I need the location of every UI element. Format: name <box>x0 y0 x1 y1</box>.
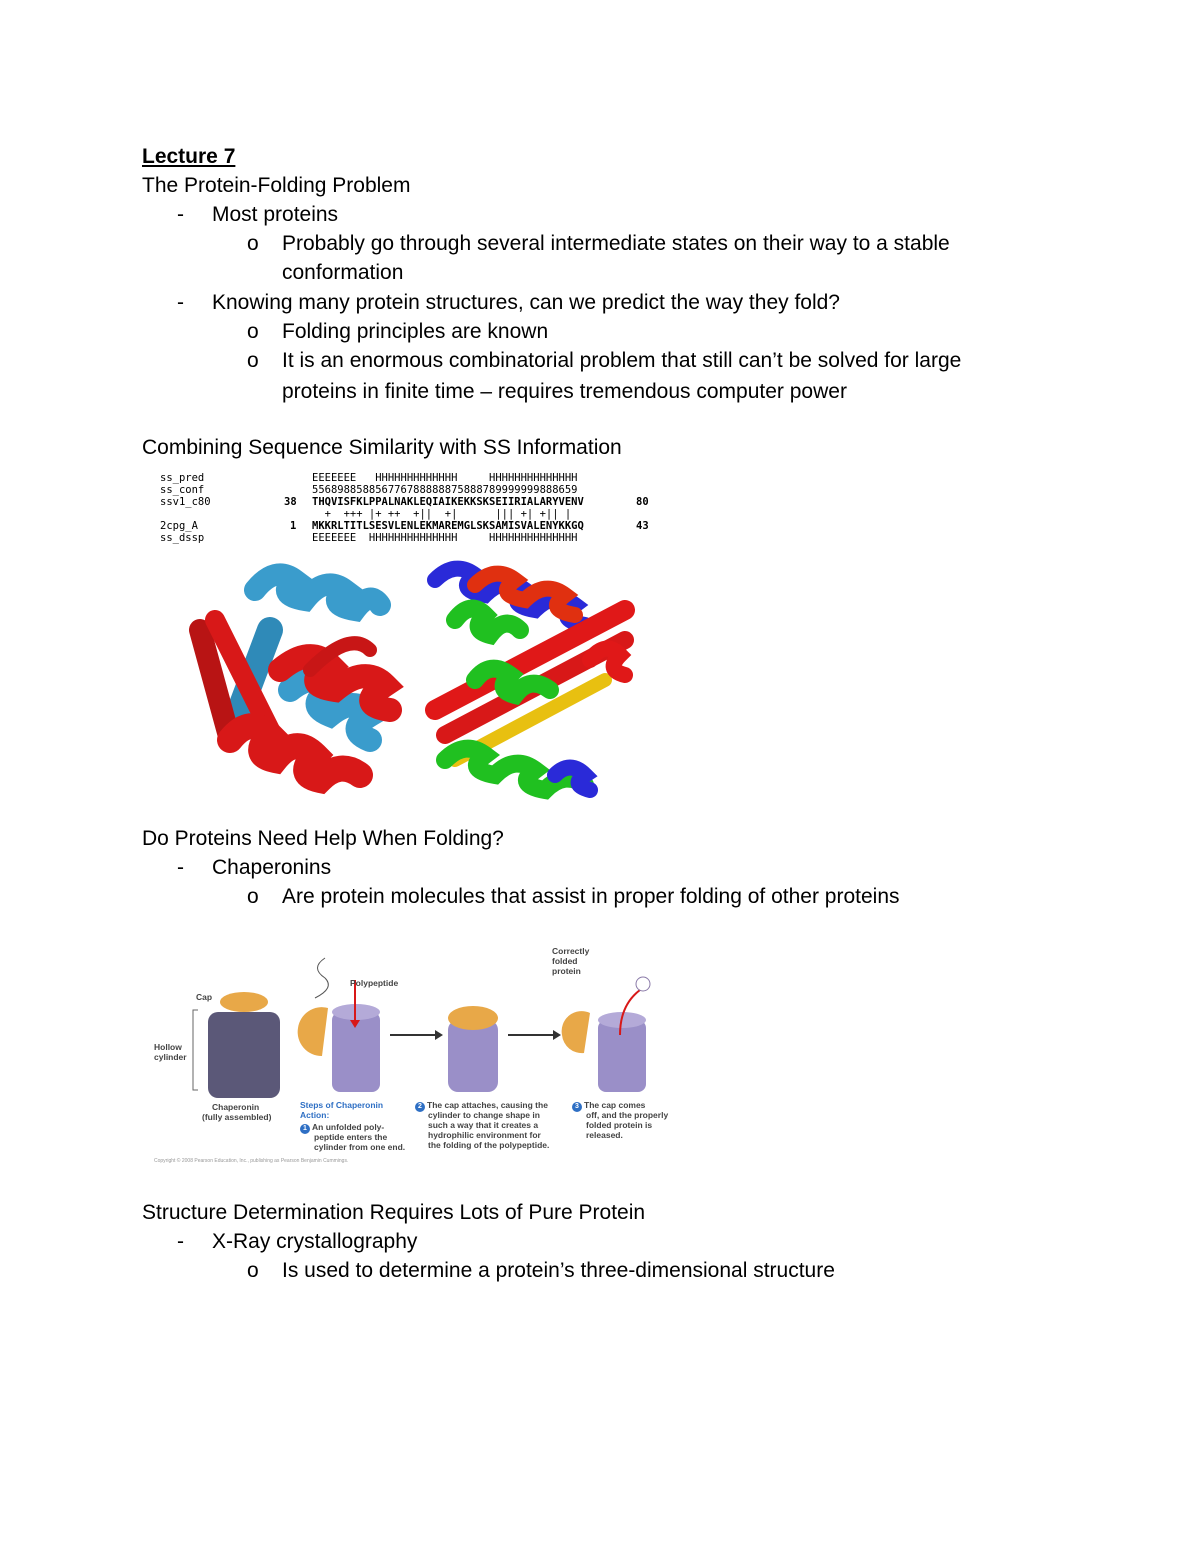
bullet-dash: - <box>177 856 184 879</box>
label-polypeptide: Polypeptide <box>350 978 399 988</box>
sub-bullet-circle: o <box>247 885 259 908</box>
alignment-label: ss_pred <box>160 472 205 484</box>
step3-text: The cap comes <box>584 1100 646 1110</box>
step2-text: hydrophilic environment for <box>428 1130 541 1140</box>
step3-text: off, and the properly <box>586 1110 669 1120</box>
figure-copyright: Copyright © 2008 Pearson Education, Inc., publishing as Pearson Benjamin Cummings. <box>154 1158 349 1164</box>
section-title-structure: Structure Determination Requires Lots of Pure Protein <box>142 1201 646 1224</box>
step1-text: An unfolded poly- <box>312 1122 385 1132</box>
sub-bullet-circle: o <box>247 349 259 372</box>
alignment-start: 38 <box>284 496 297 508</box>
alignment-row-dssp: EEEEEEE HHHHHHHHHHHHHH HHHHHHHHHHHHHH <box>312 532 578 544</box>
step2-text: the folding of the polypeptide. <box>428 1140 550 1150</box>
alignment-row-template: MKKRLTITLSESVLENLEKMAREMGLSKSAMISVALENYKKGQ <box>312 520 584 532</box>
alignment-row-query: THQVISFKLPPALNAKLEQIAIKEKKSKSEIIRIALARYVENV <box>312 496 584 508</box>
alignment-row-match: + +++ |+ ++ +|| +| ||| +| +|| | <box>312 508 572 520</box>
sub-bullet-text: It is an enormous combinatorial problem that still can’t be solved for large <box>282 349 962 372</box>
sub-bullet-text-cont: proteins in finite time – requires tremendous computer power <box>282 380 847 403</box>
label-fully-assembled: (fully assembled) <box>202 1112 272 1122</box>
step3-text: released. <box>586 1130 623 1140</box>
label-cap: Cap <box>196 992 213 1002</box>
alignment-row-pred: EEEEEEE HHHHHHHHHHHHH HHHHHHHHHHHHHH <box>312 472 578 484</box>
sub-bullet-circle: o <box>247 232 259 255</box>
alignment-label: ss_dssp <box>160 532 205 544</box>
label-cylinder: cylinder <box>154 1052 187 1062</box>
section-title-ss: Combining Sequence Similarity with SS Information <box>142 436 622 459</box>
chaperonin-figure <box>150 940 690 1170</box>
label-hollow: Hollow <box>154 1042 182 1052</box>
label-folded: folded <box>552 956 578 966</box>
sub-bullet-text-cont: conformation <box>282 261 404 284</box>
label-action: Action: <box>300 1110 330 1120</box>
bullet-chaperonins: Chaperonins <box>212 856 332 879</box>
step-number: 3 <box>572 1102 582 1112</box>
step-number: 1 <box>300 1124 310 1134</box>
alignment-row-conf: 556898858856776788888875888789999999888659 <box>312 484 578 496</box>
label-correctly: Correctly <box>552 946 590 956</box>
lecture-heading: Lecture 7 <box>142 145 236 168</box>
alignment-label: ss_conf <box>160 484 205 496</box>
step2-text: The cap attaches, causing the <box>427 1100 548 1110</box>
sub-bullet-text: Are protein molecules that assist in proper folding of other proteins <box>282 885 900 908</box>
bullet-dash: - <box>177 291 184 314</box>
alignment-start: 1 <box>290 520 297 532</box>
sub-bullet-text: Probably go through several intermediate states on their way to a stable <box>282 232 950 255</box>
step2-text: cylinder to change shape in <box>428 1110 540 1120</box>
bullet-dash: - <box>177 1230 184 1253</box>
alignment-label: ssv1_c80 <box>160 496 211 508</box>
sub-bullet-circle: o <box>247 320 259 343</box>
protein-structure-rainbow-image <box>415 560 645 815</box>
step3-text: folded protein is <box>586 1120 653 1130</box>
bullet-most-proteins: Most proteins <box>212 203 339 226</box>
alignment-label: 2cpg_A <box>160 520 198 532</box>
sub-bullet-text: Is used to determine a protein’s three-dimensional structure <box>282 1259 835 1282</box>
section-title-folding: The Protein-Folding Problem <box>142 174 411 197</box>
label-chaperonin: Chaperonin <box>212 1102 260 1112</box>
protein-structure-red-blue-image <box>160 560 410 815</box>
step1-text: peptide enters the <box>314 1132 388 1142</box>
sub-bullet-circle: o <box>247 1259 259 1282</box>
sequence-alignment <box>160 472 660 550</box>
alignment-end: 43 <box>636 520 649 532</box>
step2-text: such a way that it creates a <box>428 1120 539 1130</box>
label-protein: protein <box>552 966 581 976</box>
step1-text: cylinder from one end. <box>314 1142 406 1152</box>
section-title-help: Do Proteins Need Help When Folding? <box>142 827 504 850</box>
alignment-end: 80 <box>636 496 649 508</box>
bullet-dash: - <box>177 203 184 226</box>
bullet-xray: X-Ray crystallography <box>212 1230 418 1253</box>
step-number: 2 <box>415 1102 425 1112</box>
label-steps: Steps of Chaperonin <box>300 1100 384 1110</box>
bullet-predict-fold: Knowing many protein structures, can we predict the way they fold? <box>212 291 840 314</box>
sub-bullet-text: Folding principles are known <box>282 320 549 343</box>
